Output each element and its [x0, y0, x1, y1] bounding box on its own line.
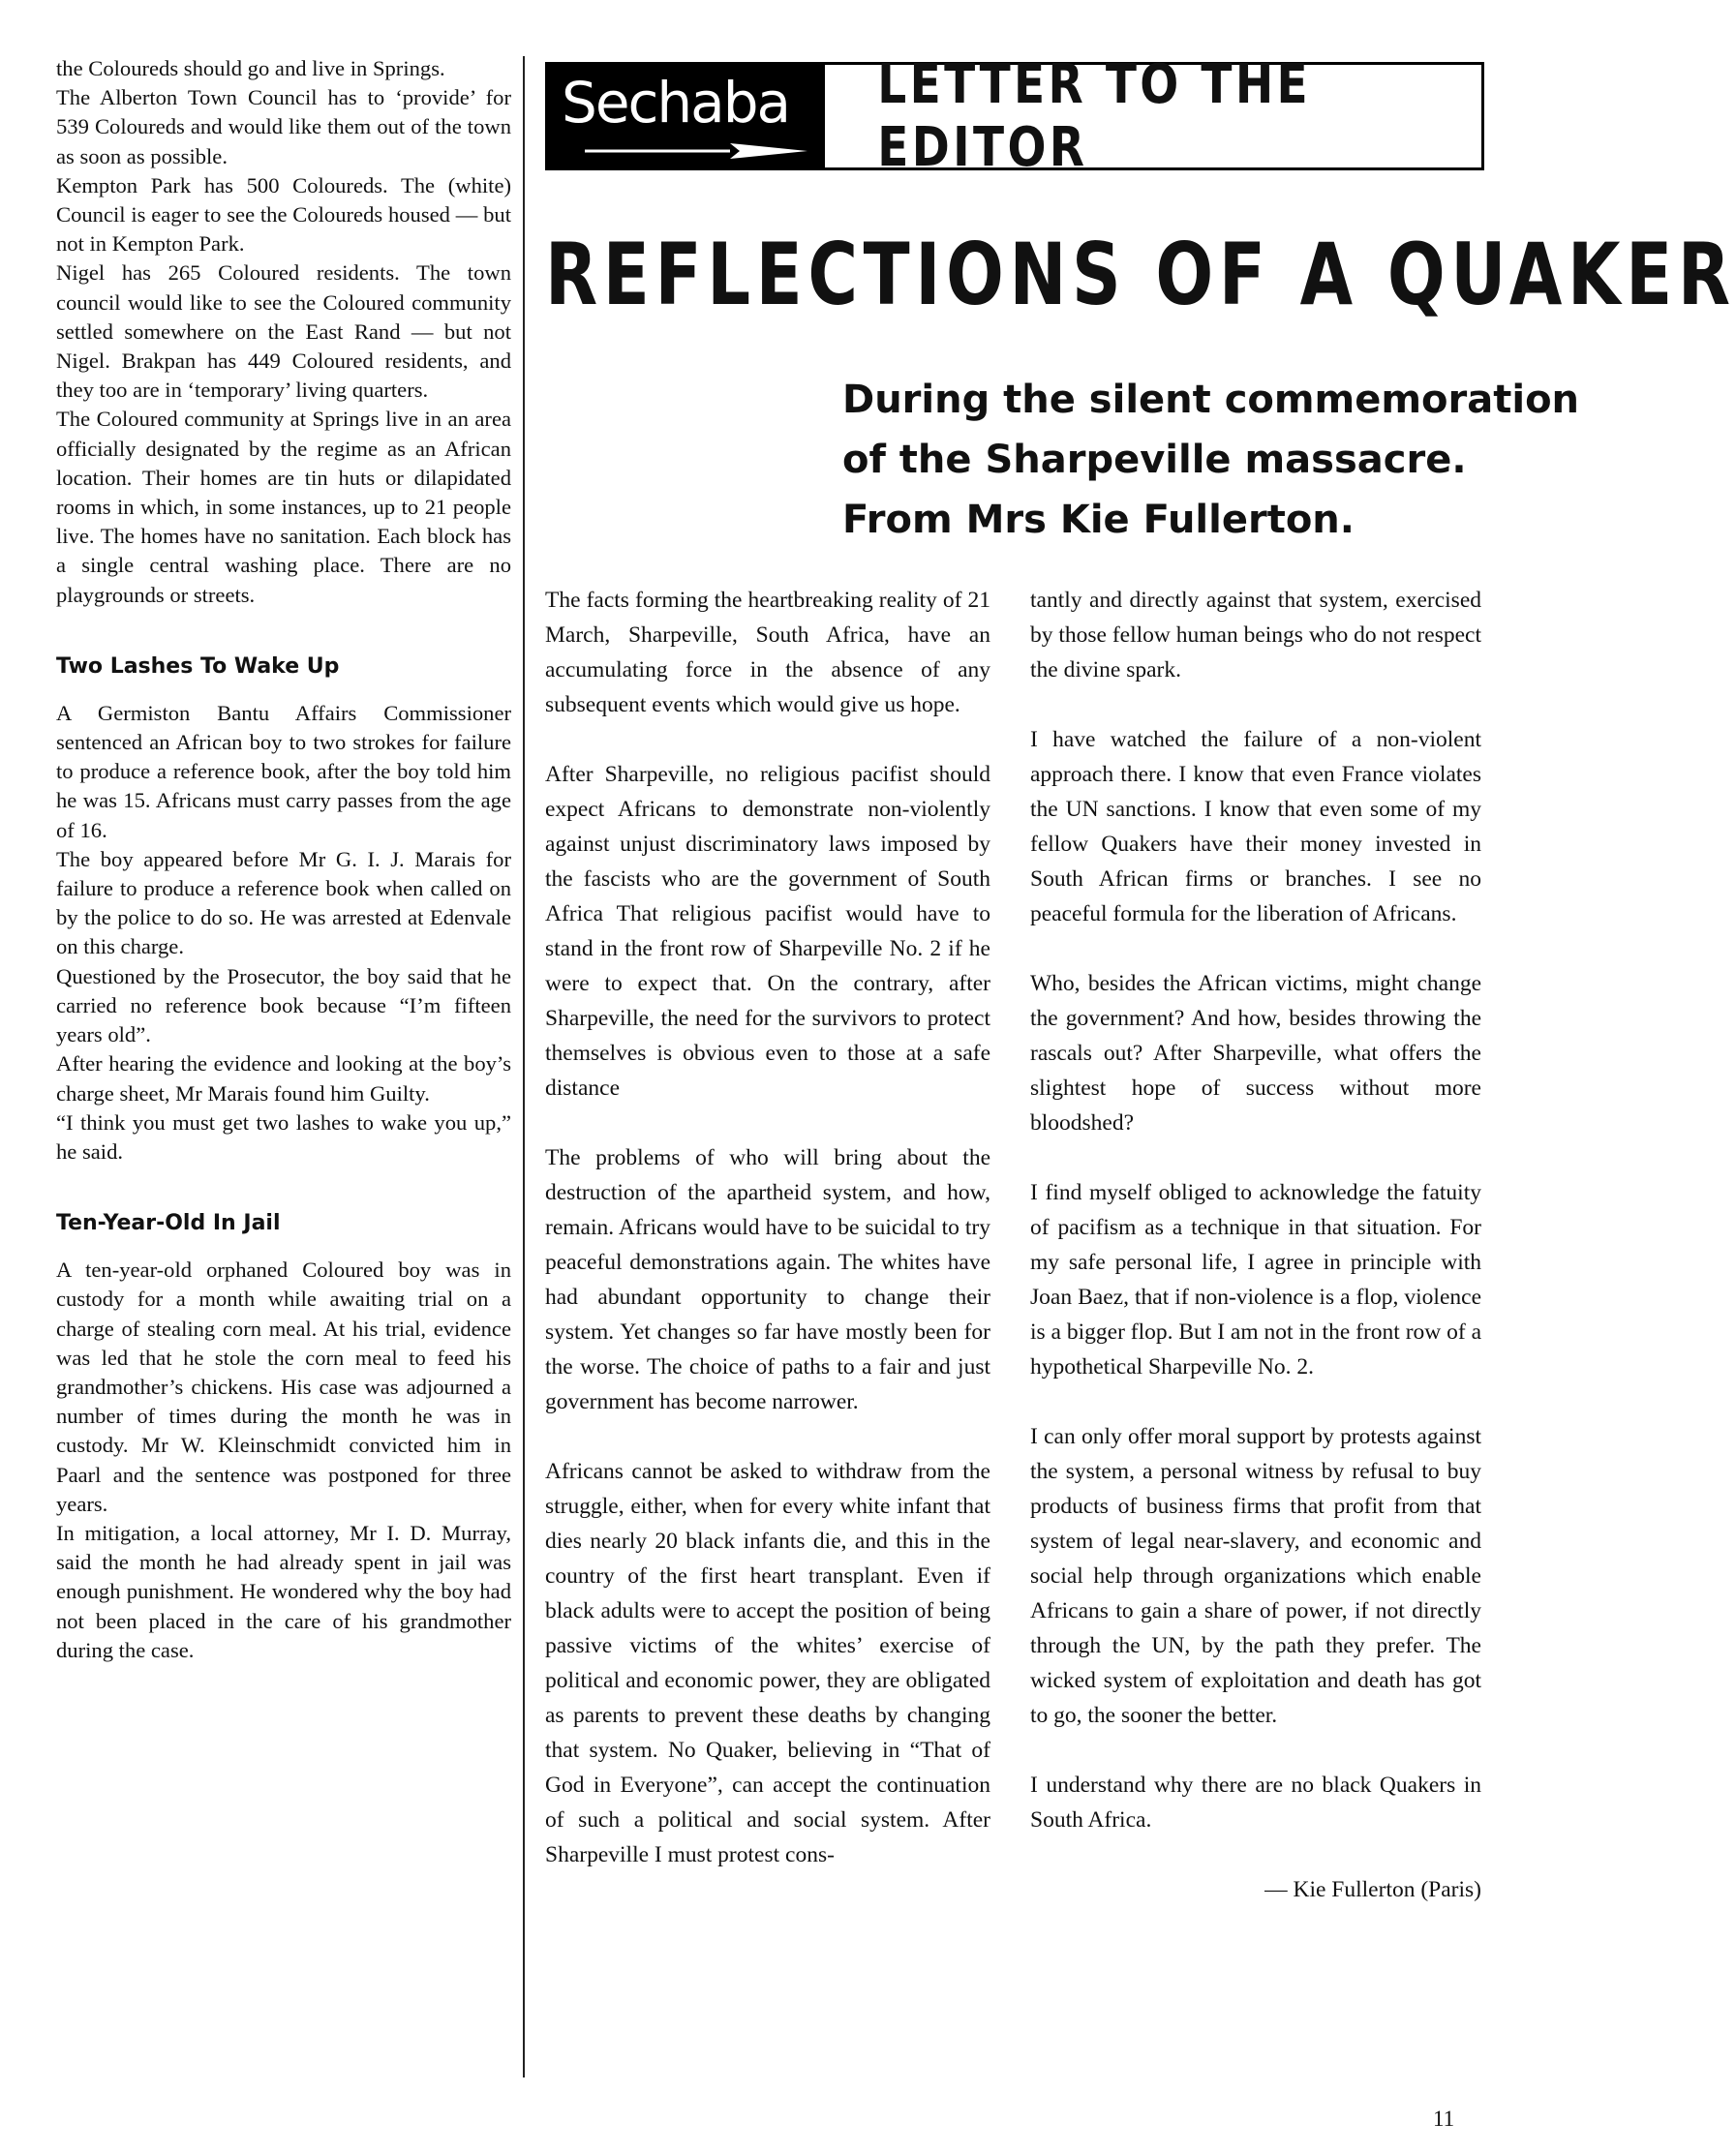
article-paragraph: I have watched the failure of a non-violent approach there. I know that even France violates the UN sanctions. I know that even some of my fellow Quakers have their money invested in South African firms or branches. I see no peaceful formula for the liberation of Africans.	[1030, 727, 1481, 926]
section-heading-ten-year-old: Ten-Year-Old In Jail	[56, 1211, 281, 1236]
article-paragraph: After Sharpeville, no religious pacifist should expect Africans to demonstrate non-violently against unjust discriminatory laws imposed by the fascists who are the government of South Africa That religious pacifist would have to stand in the front row of Sharpeville No. 2 if he were to expect that. On the contrary, after Sharpeville, the need for the survivors to protect themselves is obvious even to those at a safe distance	[545, 762, 990, 1101]
subhead-line: During the silent commemoration	[842, 378, 1580, 422]
article-paragraph: Africans cannot be asked to withdraw from the struggle, either, when for every white infant that dies nearly 20 black infants die, and this in the country of the first heart transplant. Even if black adults were to accept the position of being passive victims of the whites’ exercise of political and economic power, they are obligated as parents to prevent these deaths by changing that system. No Quaker, believing in “That of God in Everyone”, can accept the continuation of such a political and social system. After Sharpeville I must protest cons-	[545, 1459, 990, 1867]
subhead-line: From Mrs Kie Fullerton.	[842, 498, 1355, 542]
article-headline: REFLECTIONS OF A QUAKER	[545, 225, 1736, 324]
masthead-title: LETTER TO THE EDITOR	[877, 53, 1312, 179]
subhead-line: of the Sharpeville massacre.	[842, 438, 1467, 482]
article-paragraph: I can only offer moral support by protests against the system, a personal witness by refusal to buy products of business firms that profit from that system of legal near-slavery, and economic and social help through organizations which enable Africans to gain a share of power, if not directly through the UN, by the path they prefer. The wicked system of exploitation and death has got to go, the sooner the better.	[1030, 1424, 1481, 1728]
left-paragraph-kempton-park: Kempton Park has 500 Coloureds. The (white) Council is eager to see the Coloureds housed — but not in Kempton Park.	[56, 172, 511, 257]
left-column	[56, 54, 511, 1665]
two-lashes-paragraph: A Germiston Bantu Affairs Commissioner sentenced an African boy to two strokes for failure to produce a reference book, after the boy told him he was 15. Africans must carry passes from the age of 16.	[56, 700, 511, 842]
article-paragraph: The problems of who will bring about the destruction of the apartheid system, and how, remain. Africans would have to be suicidal to try peaceful demonstrations again. The whites have had abundant opportunity to change their system. Yet changes so far have mostly been for the worse. The choice of paths to a fair and just government has become narrower.	[545, 1145, 990, 1414]
two-lashes-paragraph: The boy appeared before Mr G. I. J. Marais for failure to produce a reference book when called on by the police to do so. He was arrested at Edenvale on this charge.	[56, 846, 511, 959]
left-paragraph-springs-community: The Coloured community at Springs live in an area officially designated by the regime as an African location. Their homes are tin huts or dilapidated rooms in which, in some instances, up to 21 people live. The homes have no sanitation. Each block has a single central washing place. There are no playgrounds or streets.	[56, 407, 511, 607]
left-paragraph-nigel-brakpan: Nigel has 265 Coloured residents. The town council would like to see the Coloured community settled somewhere on the East Rand — but not Nigel. Brakpan has 449 Coloured residents, and they too are in ‘temporary’ living quarters.	[56, 260, 511, 403]
spear-icon	[585, 142, 807, 160]
article-paragraph: tantly and directly against that system, exercised by those fellow human beings who do not respect the divine spark.	[1030, 588, 1481, 682]
article-middle-column	[545, 583, 990, 1907]
page-number: 11	[1433, 2107, 1455, 2131]
ten-year-old-paragraph: In mitigation, a local attorney, Mr I. D. Murray, said the month he had already spent in jail was enough punishment. He wondered why the boy had not been placed in the care of his grandmother during the case.	[56, 1520, 511, 1662]
sechaba-logo-text: Sechaba	[562, 70, 790, 136]
article-right-column	[1030, 583, 1481, 1907]
section-heading-two-lashes: Two Lashes To Wake Up	[56, 653, 340, 679]
two-lashes-paragraph: Questioned by the Prosecutor, the boy said that he carried no reference book because “I’m fifteen years old”.	[56, 963, 511, 1047]
ten-year-old-paragraph: A ten-year-old orphaned Coloured boy was in custody for a month while awaiting trial on a charge of stealing corn meal. At his trial, evidence was led that he stole the corn meal to feed his grandmother’s chickens. His case was adjourned a number of times during the month he was in custody. Mr W. Kleinschmidt convicted him in Paarl and the sentence was postponed for three years.	[56, 1258, 511, 1516]
two-lashes-paragraph: “I think you must get two lashes to wake you up,” he said.	[56, 1109, 511, 1164]
left-paragraph-springs: the Coloureds should go and live in Springs.	[56, 56, 445, 80]
column-divider-rule	[523, 56, 525, 2077]
author-signature: — Kie Fullerton (Paris)	[1264, 1877, 1481, 1902]
left-paragraph-alberton: The Alberton Town Council has to ‘provide’ for 539 Coloureds and would like them out of the town as soon as possible.	[56, 85, 511, 168]
article-subhead	[842, 370, 1580, 550]
article-paragraph: I understand why there are no black Quakers in South Africa.	[1030, 1773, 1481, 1833]
two-lashes-paragraph: After hearing the evidence and looking at the boy’s charge sheet, Mr Marais found him Guilty.	[56, 1051, 511, 1106]
sechaba-logo	[548, 65, 825, 167]
article-paragraph: Who, besides the African victims, might change the government? And how, besides throwing the rascals out? After Sharpeville, what offers the slightest hope of success without more bloodshed?	[1030, 971, 1481, 1136]
article-paragraph: The facts forming the heartbreaking reality of 21 March, Sharpeville, South Africa, have an accumulating force in the absence of any subsequent events which would give us hope.	[545, 588, 990, 717]
letter-to-editor-masthead	[545, 53, 1484, 179]
article-paragraph: I find myself obliged to acknowledge the fatuity of pacifism as a technique in that situation. For my safe personal life, I agree in principle with Joan Baez, that if non-violence is a flop, violence is a bigger flop. But I am not in the front row of a hypothetical Sharpeville No. 2.	[1030, 1180, 1481, 1380]
